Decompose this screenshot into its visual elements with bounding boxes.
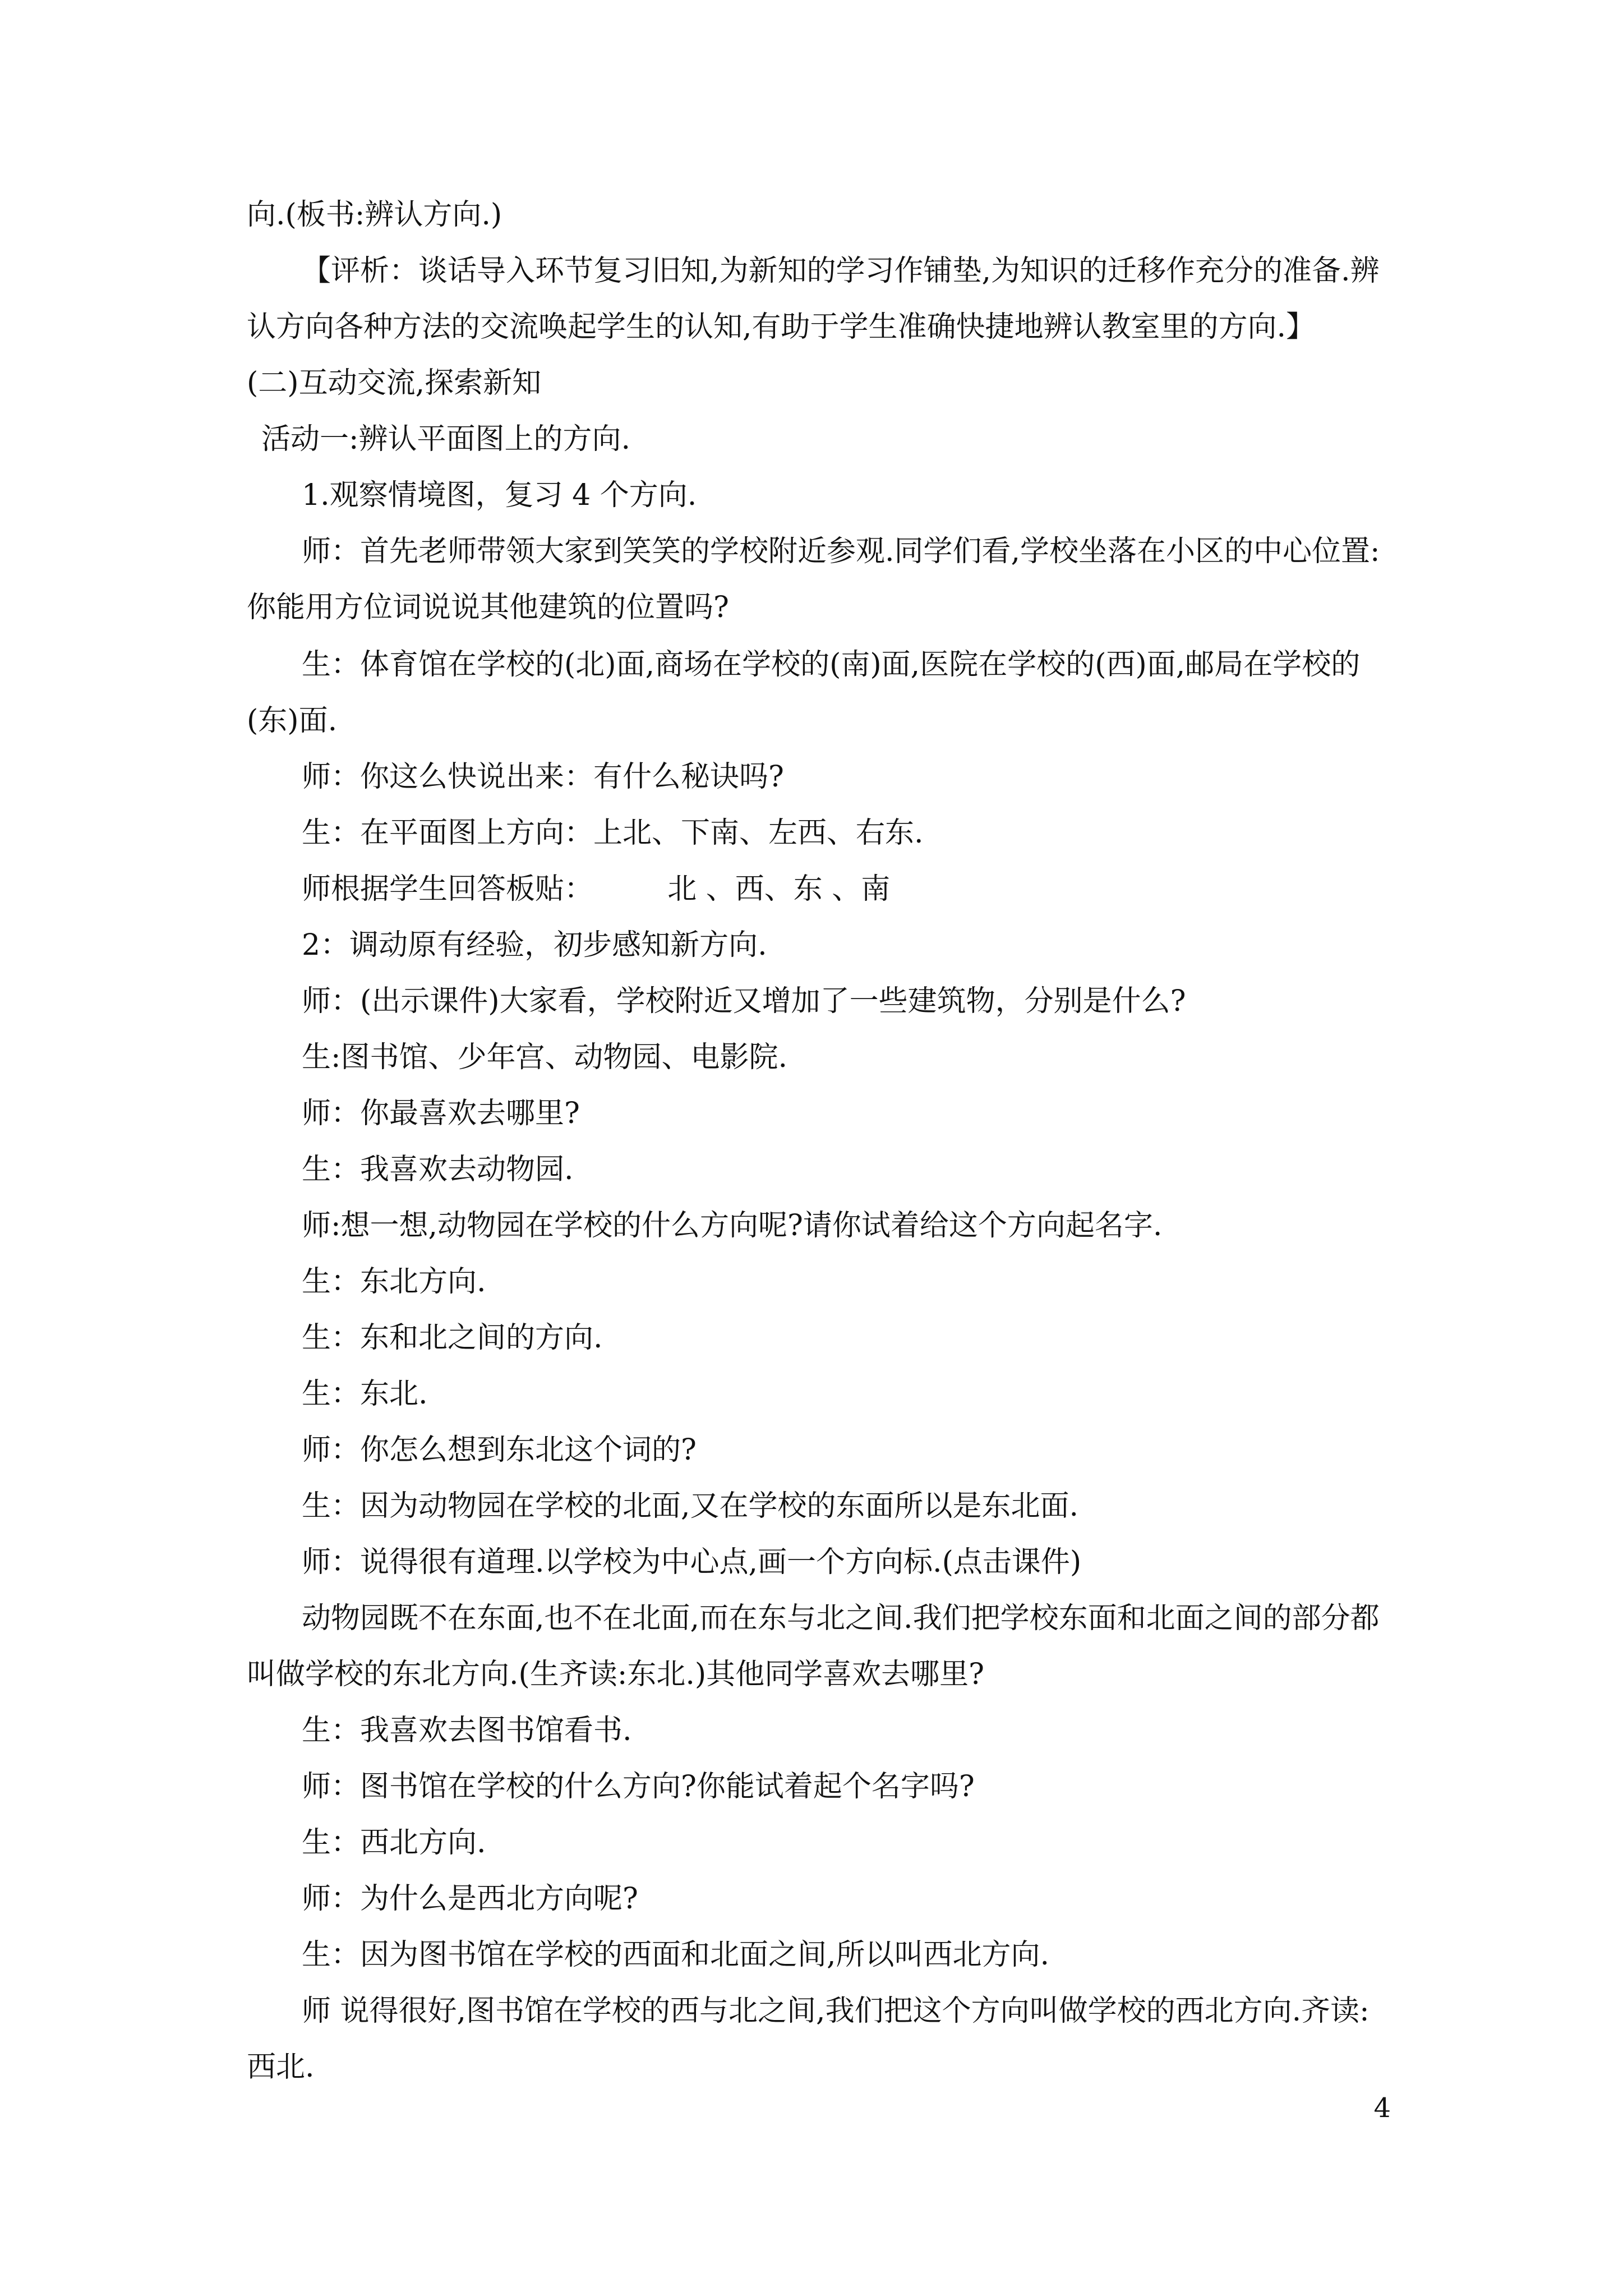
- teacher-line: 师：说得很有道理.以学校为中心点,画一个方向标.(点击课件): [302, 1545, 1082, 1579]
- student-line: 生：体育馆在学校的(北)面,商场在学校的(南)面,医院在学校的(西)面,邮局在学校的: [302, 648, 1361, 682]
- teacher-line: 师 说得很好,图书馆在学校的西与北之间,我们把这个方向叫做学校的西北方向.齐读:: [302, 1994, 1370, 2028]
- teacher-line: 师：你怎么想到东北这个词的?: [302, 1433, 697, 1467]
- teacher-line: 师：(出示课件)大家看，学校附近又增加了一些建筑物，分别是什么?: [302, 984, 1186, 1018]
- evaluation-note: 【评析：谈话导入环节复习旧知,为新知的学习作铺垫,为知识的迁移作充分的准备.辨: [302, 254, 1380, 288]
- teacher-line: 师：为什么是西北方向呢?: [302, 1882, 638, 1916]
- activity-heading: 活动一:辨认平面图上的方向.: [261, 422, 631, 456]
- student-line: 生：东北方向.: [302, 1265, 486, 1299]
- teacher-line: 师:想一想,动物园在学校的什么方向呢?请你试着给这个方向起名字.: [302, 1209, 1163, 1243]
- student-line: 生：因为图书馆在学校的西面和北面之间,所以叫西北方向.: [302, 1938, 1050, 1972]
- page-number: 4: [1373, 2092, 1391, 2124]
- student-line: 生：因为动物园在学校的北面,又在学校的东面所以是东北面.: [302, 1489, 1079, 1523]
- board-note-line: 师根据学生回答板贴： 北 、西、东 、南: [302, 872, 891, 906]
- student-line: 生：我喜欢去图书馆看书.: [302, 1714, 632, 1747]
- text-line: 叫做学校的东北方向.(生齐读:东北.)其他同学喜欢去哪里?: [247, 1658, 985, 1691]
- teacher-line: 西北.: [247, 2050, 315, 2084]
- text-line: 动物园既不在东面,也不在北面,而在东与北之间.我们把学校东面和北面之间的部分都: [302, 1602, 1380, 1635]
- student-line: 生：东和北之间的方向.: [302, 1321, 603, 1355]
- student-line: 生：在平面图上方向：上北、下南、左西、右东.: [302, 816, 924, 850]
- student-line: (东)面.: [247, 704, 338, 738]
- text-line: 向.(板书:辨认方向.): [247, 198, 502, 232]
- student-line: 生:图书馆、少年宫、动物园、电影院.: [302, 1041, 788, 1074]
- section-heading: (二)互动交流,探索新知: [247, 366, 542, 400]
- evaluation-note: 认方向各种方法的交流唤起学生的认知,有助于学生准确快捷地辨认教室里的方向.】: [247, 310, 1316, 344]
- teacher-line: 师：图书馆在学校的什么方向?你能试着起个名字吗?: [302, 1770, 975, 1803]
- student-line: 生：西北方向.: [302, 1826, 486, 1860]
- teacher-line: 你能用方位词说说其他建筑的位置吗?: [247, 591, 729, 624]
- step-heading: 2：调动原有经验，初步感知新方向.: [302, 928, 767, 962]
- teacher-line: 师：你最喜欢去哪里?: [302, 1097, 580, 1130]
- student-line: 生：东北.: [302, 1377, 428, 1411]
- teacher-line: 师：首先老师带领大家到笑笑的学校附近参观.同学们看,学校坐落在小区的中心位置:: [302, 535, 1380, 568]
- student-line: 生：我喜欢去动物园.: [302, 1153, 574, 1186]
- step-heading: 1.观察情境图，复习 4 个方向.: [302, 478, 697, 512]
- teacher-line: 师：你这么快说出来：有什么秘诀吗?: [302, 760, 784, 794]
